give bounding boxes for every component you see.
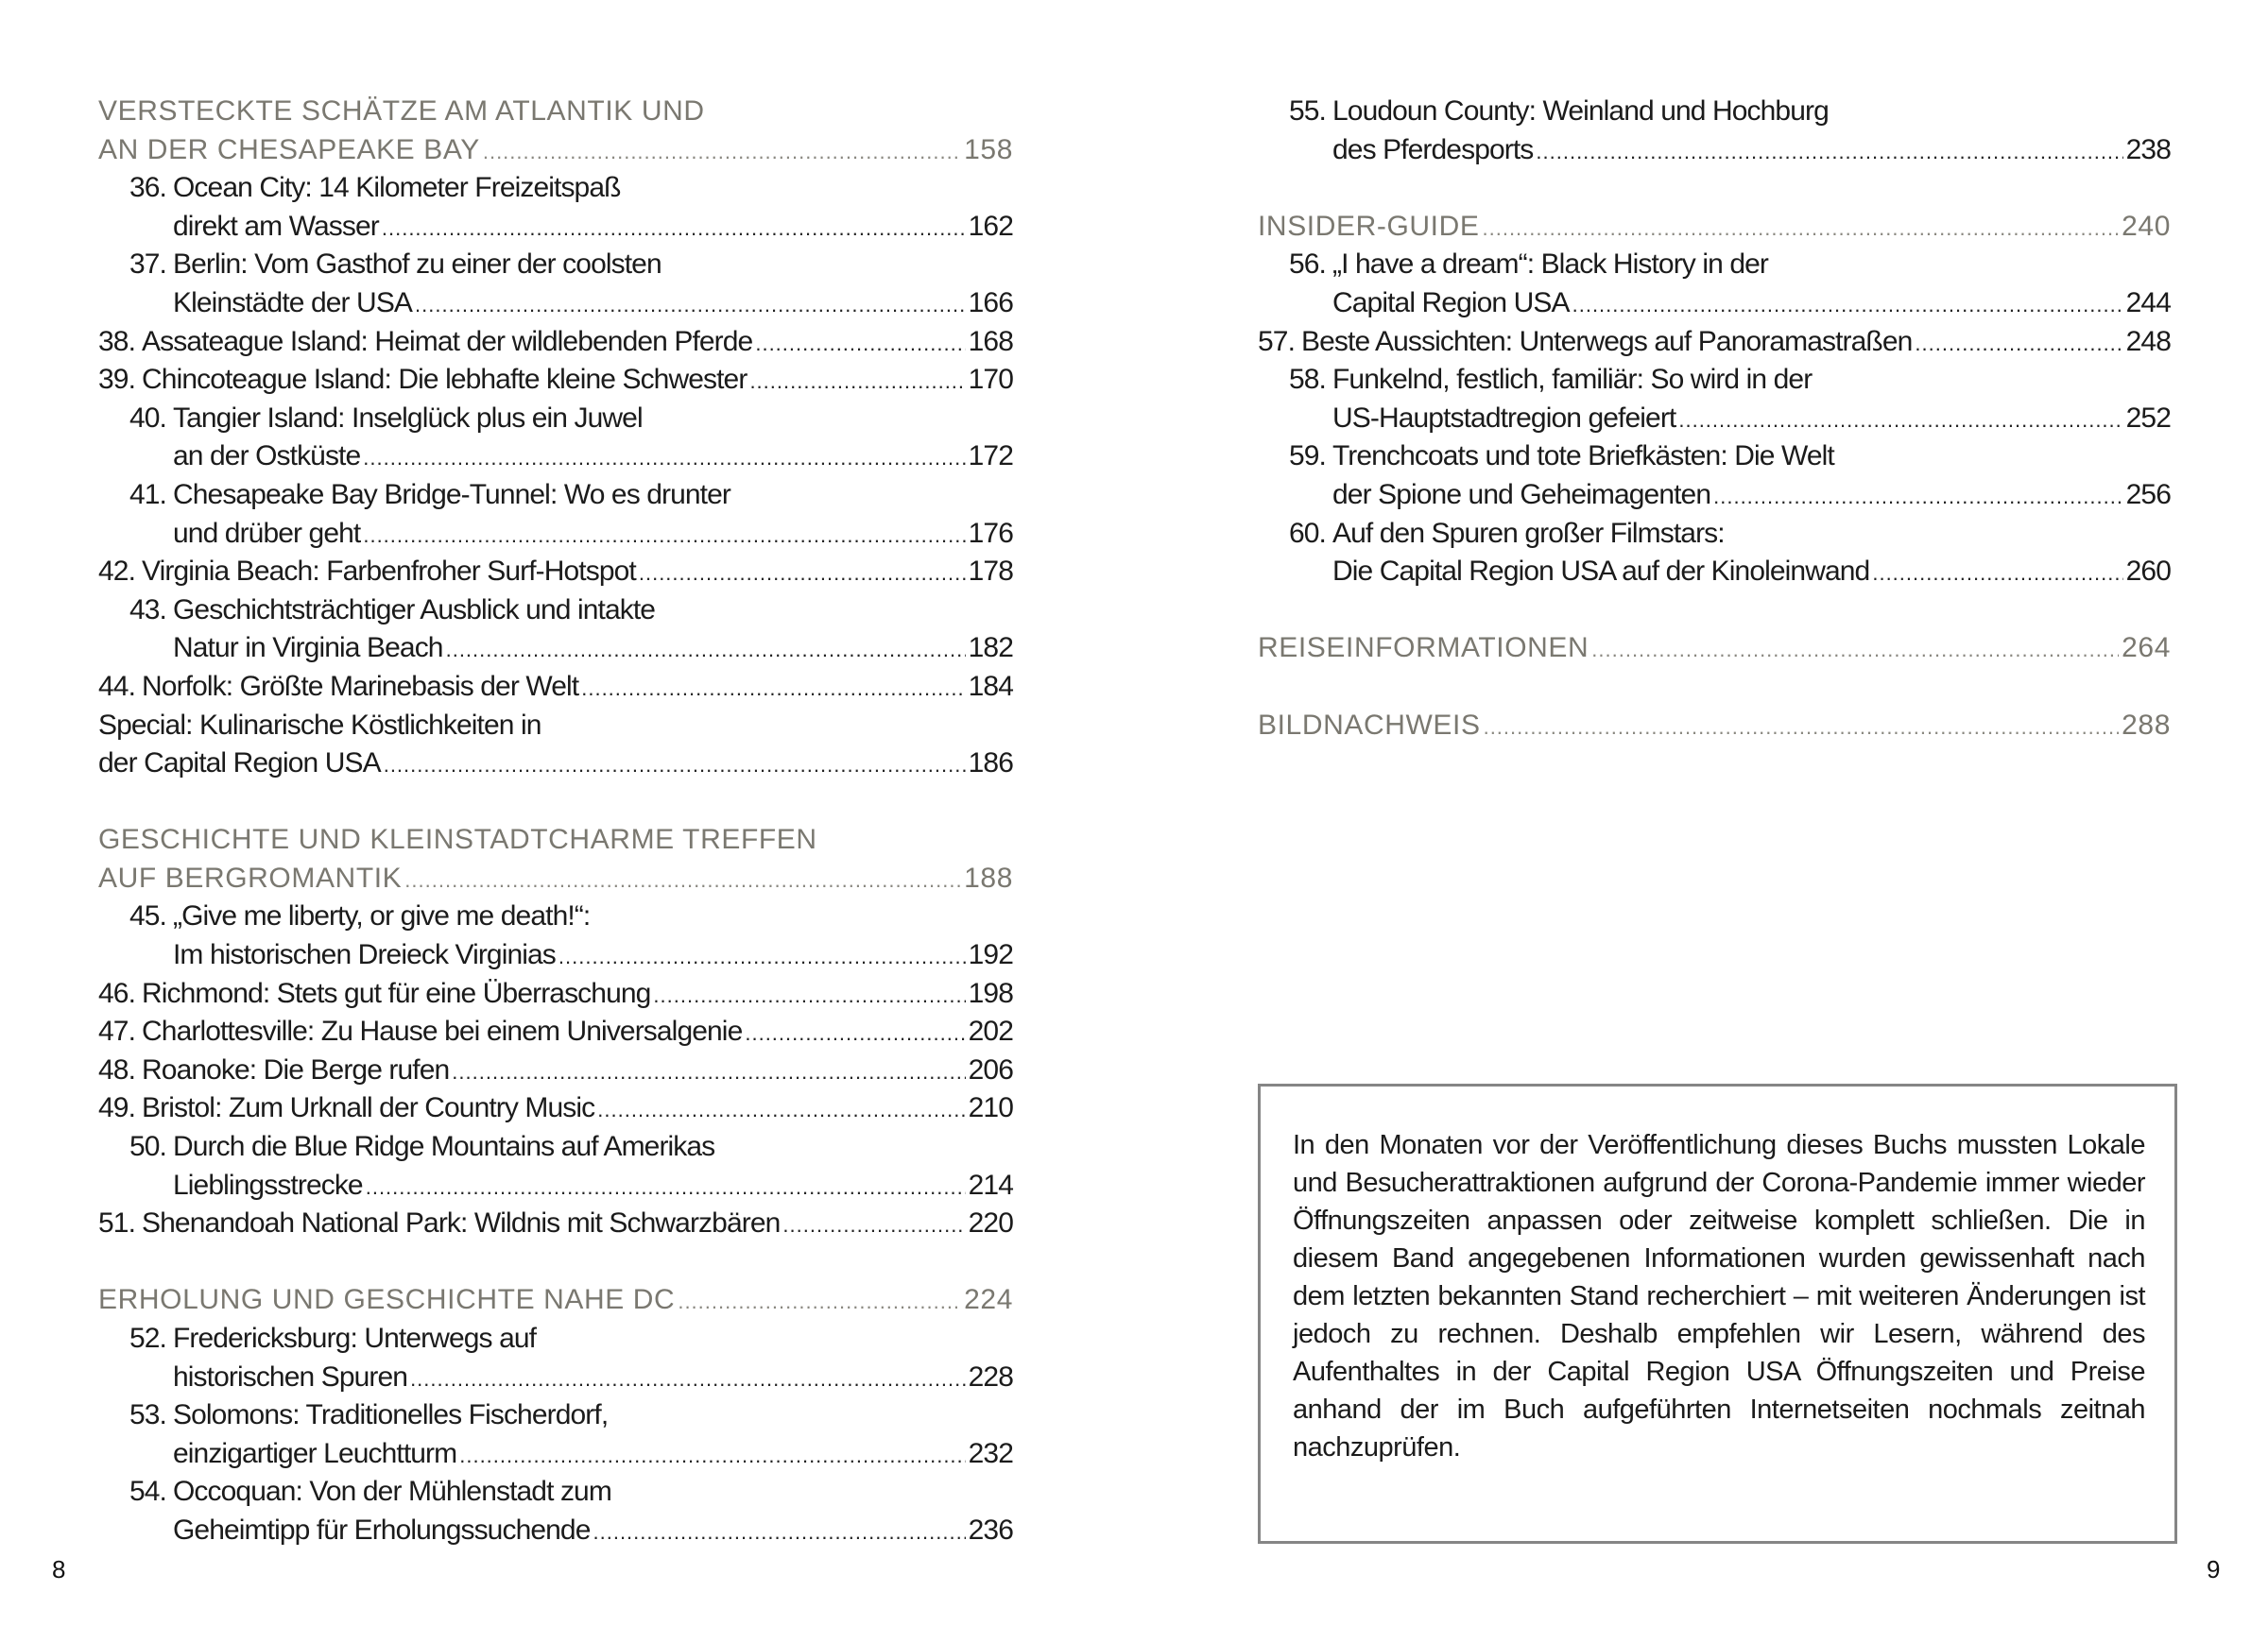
entry-title: „Give me liberty, or give me death!“: — [173, 900, 591, 933]
toc-entry[interactable] — [98, 1167, 1013, 1206]
dot-leader — [745, 1015, 965, 1053]
toc-entry[interactable] — [98, 1396, 1013, 1435]
toc-entry[interactable] — [98, 169, 1013, 208]
page-ref: 178 — [968, 556, 1013, 588]
toc-entry[interactable] — [1258, 437, 2171, 476]
dot-leader — [1915, 325, 2122, 364]
page-ref: 182 — [968, 632, 1013, 664]
dot-leader — [639, 555, 966, 593]
section-heading-text: AN DER CHESAPEAKE BAY — [98, 133, 480, 165]
dot-leader — [410, 1361, 966, 1399]
toc-entry[interactable] — [1258, 93, 2171, 131]
dot-leader — [749, 363, 965, 402]
dot-leader — [1484, 709, 2120, 747]
entry-title: Loudoun County: Weinland und Hochburg — [1332, 95, 1829, 127]
toc-entry[interactable] — [98, 1473, 1013, 1512]
page-ref: 176 — [968, 517, 1013, 549]
entry-number: 48. — [98, 1053, 136, 1086]
entry-number: 45. — [129, 900, 166, 933]
dot-leader — [1536, 133, 2122, 172]
toc-entry[interactable] — [1258, 323, 2171, 362]
dot-leader — [558, 938, 966, 977]
entry-title: Richmond: Stets gut für eine Überraschung — [142, 977, 651, 1009]
page-ref: 238 — [2125, 133, 2171, 165]
page-ref: 244 — [2125, 286, 2171, 318]
entry-number: 40. — [129, 402, 166, 434]
toc-entry[interactable] — [98, 975, 1013, 1014]
dot-leader — [363, 439, 965, 478]
entry-title: der Spione und Geheimagenten — [1332, 478, 1711, 510]
dot-leader — [366, 1169, 966, 1207]
toc-entry[interactable] — [98, 1512, 1013, 1550]
dot-leader — [678, 1283, 961, 1322]
entry-title: Auf den Spuren großer Filmstars: — [1332, 517, 1725, 549]
toc-entry[interactable] — [98, 323, 1013, 362]
entry-number: 60. — [1288, 517, 1326, 549]
toc-entry[interactable] — [98, 284, 1013, 323]
toc-entry[interactable] — [98, 1013, 1013, 1052]
entry-number: 47. — [98, 1016, 136, 1048]
page-ref: 224 — [964, 1284, 1013, 1316]
section-heading[interactable] — [98, 93, 1013, 131]
page-number-right: 9 — [2207, 1555, 2221, 1583]
page-ref: 202 — [968, 1016, 1013, 1048]
entry-title: direkt am Wasser — [173, 210, 379, 242]
page-ref: 168 — [968, 325, 1013, 357]
entry-title: Berlin: Vom Gasthof zu einer der coolsten — [173, 248, 662, 281]
toc-entry[interactable] — [98, 437, 1013, 476]
dot-leader — [581, 670, 965, 709]
toc-entry[interactable] — [98, 745, 1013, 783]
page-ref: 186 — [968, 747, 1013, 779]
notice-box — [1258, 1084, 2177, 1544]
toc-entry[interactable] — [98, 1359, 1013, 1397]
toc-entry[interactable] — [98, 898, 1013, 936]
entry-title: „I have a dream“: Black History in der — [1332, 248, 1768, 281]
section-heading[interactable] — [1258, 707, 2171, 745]
entry-title: Special: Kulinarische Köstlichkeiten in — [98, 709, 541, 741]
entry-title: Assateague Island: Heimat der wildlebenden Pferde — [142, 325, 753, 357]
entry-number: 58. — [1288, 364, 1326, 396]
entry-number: 46. — [98, 977, 136, 1009]
dot-leader — [593, 1514, 966, 1552]
toc-entry[interactable] — [98, 1089, 1013, 1128]
entry-number: 50. — [129, 1131, 166, 1163]
dot-leader — [1872, 555, 2122, 593]
page-ref: 236 — [968, 1514, 1013, 1546]
dot-leader — [452, 1053, 965, 1092]
entry-number: 37. — [129, 248, 166, 281]
section-heading-text: GESCHICHTE UND KLEINSTADTCHARME TREFFEN — [98, 824, 817, 856]
entry-number: 53. — [129, 1399, 166, 1431]
page-ref: 220 — [968, 1207, 1013, 1240]
section-heading[interactable] — [98, 821, 1013, 860]
section-heading-text: REISEINFORMATIONEN — [1258, 632, 1589, 664]
dot-leader — [384, 746, 966, 785]
page-ref: 214 — [968, 1169, 1013, 1201]
entry-title: an der Ostküste — [173, 440, 361, 472]
toc-entry[interactable] — [1258, 400, 2171, 438]
entry-title: Norfolk: Größte Marinebasis der Welt — [142, 670, 579, 702]
entry-title: und drüber geht — [173, 517, 361, 549]
entry-title: Die Capital Region USA auf der Kinoleinwand — [1332, 556, 1870, 588]
entry-number: 51. — [98, 1207, 136, 1240]
entry-number: 57. — [1258, 325, 1296, 357]
toc-entry[interactable] — [1258, 553, 2171, 591]
toc-entry[interactable] — [1258, 284, 2171, 323]
dot-leader — [459, 1437, 965, 1476]
page-ref: 260 — [2125, 556, 2171, 588]
dot-leader — [483, 133, 961, 172]
dot-leader — [1483, 210, 2120, 248]
page-ref: 252 — [2125, 402, 2171, 434]
entry-number: 52. — [129, 1323, 166, 1354]
page-ref: 184 — [968, 670, 1013, 702]
section-heading[interactable] — [98, 1281, 1013, 1320]
page-ref: 162 — [968, 210, 1013, 242]
toc-entry[interactable] — [1258, 361, 2171, 400]
page-number-left: 8 — [52, 1555, 66, 1583]
entry-title: Capital Region USA — [1332, 286, 1570, 318]
page-ref: 206 — [968, 1053, 1013, 1086]
entry-title: Solomons: Traditionelles Fischerdorf, — [173, 1399, 609, 1431]
toc-entry[interactable] — [1258, 515, 2171, 554]
entry-title: Tangier Island: Inselglück plus ein Juwel — [173, 402, 643, 434]
toc-entry[interactable] — [98, 629, 1013, 668]
entry-title: US-Hauptstadtregion gefeiert — [1332, 402, 1676, 434]
section-heading-text: VERSTECKTE SCHÄTZE AM ATLANTIK UND — [98, 95, 705, 127]
page-ref: 228 — [968, 1361, 1013, 1393]
entry-title: Chincoteague Island: Die lebhafte kleine Schwester — [142, 364, 747, 396]
toc-right-column — [1258, 93, 2171, 745]
notice-text: In den Monaten vor der Veröffentlichung dieses Buchs mussten Lokale und Besucherattraktionen aufgrund der Corona-Pandemie immer wieder Öffnungszeiten anpassen oder zeitweise komplett schließen. Die in diesem Band angegebenen Informationen wurden gewissenhaft nach dem letzten bekannten Stand recherchiert – mit weiteren Änderungen ist jedoch zu rechnen. Deshalb empfehlen wir Lesern, während des Aufenthaltes in der Capital Region USA Öffnungszeiten und Preise anhand der im Buch aufgeführten Internetseiten nochmals zeitnah nachzuprüfen. — [1293, 1130, 2145, 1463]
section-heading[interactable] — [1258, 629, 2171, 668]
page-ref: 248 — [2125, 325, 2171, 357]
page-ref: 232 — [968, 1437, 1013, 1469]
toc-entry[interactable] — [98, 1205, 1013, 1243]
toc-entry[interactable] — [98, 707, 1013, 745]
toc-entry[interactable] — [98, 400, 1013, 438]
entry-title: Funkelnd, festlich, familiär: So wird in der — [1332, 364, 1813, 396]
page-ref: 158 — [964, 133, 1013, 165]
entry-number: 36. — [129, 172, 166, 204]
toc-entry[interactable] — [98, 361, 1013, 400]
entry-number: 59. — [1288, 440, 1326, 472]
entry-title: Bristol: Zum Urknall der Country Music — [142, 1092, 595, 1124]
page-ref: 210 — [968, 1092, 1013, 1124]
toc-entry[interactable] — [98, 1052, 1013, 1090]
page-ref: 240 — [2122, 210, 2171, 242]
entry-number: 56. — [1288, 248, 1326, 281]
entry-title: Charlottesville: Zu Hause bei einem Universalgenie — [142, 1016, 743, 1048]
entry-title: Im historischen Dreieck Virginias — [173, 939, 556, 971]
entry-title: der Capital Region USA — [98, 747, 381, 779]
entry-number: 44. — [98, 670, 136, 702]
section-heading-text: INSIDER-GUIDE — [1258, 210, 1480, 242]
toc-entry[interactable] — [1258, 476, 2171, 515]
entry-title: Chesapeake Bay Bridge-Tunnel: Wo es drunter — [173, 478, 730, 510]
entry-number: 54. — [129, 1476, 166, 1508]
toc-entry[interactable] — [98, 668, 1013, 707]
dot-leader — [755, 325, 965, 364]
page-ref: 264 — [2122, 632, 2171, 664]
dot-leader — [404, 862, 961, 900]
entry-number: 55. — [1288, 95, 1326, 127]
entry-title: Kleinstädte der USA — [173, 286, 413, 318]
dot-leader — [782, 1207, 965, 1245]
entry-title: Virginia Beach: Farbenfroher Surf-Hotspot — [142, 556, 636, 588]
toc-entry[interactable] — [98, 515, 1013, 554]
dot-leader — [363, 517, 965, 556]
section-heading[interactable] — [98, 860, 1013, 899]
entry-number: 49. — [98, 1092, 136, 1124]
toc-entry[interactable] — [98, 208, 1013, 247]
entry-title: Natur in Virginia Beach — [173, 632, 443, 664]
dot-leader — [1572, 286, 2123, 325]
dot-leader — [415, 286, 966, 325]
page-ref: 192 — [968, 939, 1013, 971]
entry-title: Durch die Blue Ridge Mountains auf Amerikas — [173, 1131, 715, 1163]
entry-title: Fredericksburg: Unterwegs auf — [173, 1323, 537, 1354]
dot-leader — [1678, 402, 2122, 440]
entry-number: 41. — [129, 478, 166, 510]
toc-entry[interactable] — [98, 1435, 1013, 1474]
dot-leader — [1591, 631, 2119, 670]
dot-leader — [1713, 478, 2123, 517]
entry-title: Roanoke: Die Berge rufen — [142, 1053, 450, 1086]
toc-entry[interactable] — [98, 246, 1013, 284]
section-heading-text: AUF BERGROMANTIK — [98, 862, 403, 894]
page-ref: 288 — [2122, 709, 2171, 741]
entry-title: einzigartiger Leuchtturm — [173, 1437, 457, 1469]
entry-title: historischen Spuren — [173, 1361, 408, 1393]
dot-leader — [597, 1091, 965, 1130]
dot-leader — [446, 631, 966, 670]
toc-entry[interactable] — [98, 936, 1013, 975]
entry-title: Trenchcoats und tote Briefkästen: Die Welt — [1332, 440, 1834, 472]
toc-entry[interactable] — [1258, 246, 2171, 284]
toc-entry[interactable] — [98, 1320, 1013, 1359]
section-heading[interactable] — [98, 131, 1013, 170]
section-heading-text: BILDNACHWEIS — [1258, 709, 1481, 741]
toc-entry[interactable] — [1258, 131, 2171, 170]
entry-title: Geschichtsträchtiger Ausblick und intakte — [173, 593, 656, 625]
page-ref: 256 — [2125, 478, 2171, 510]
entry-title: Geheimtipp für Erholungssuchende — [173, 1514, 591, 1546]
entry-title: Occoquan: Von der Mühlenstadt zum — [173, 1476, 611, 1508]
page-ref: 198 — [968, 977, 1013, 1009]
section-heading[interactable] — [1258, 208, 2171, 247]
page-ref: 172 — [968, 440, 1013, 472]
section-heading-text: ERHOLUNG UND GESCHICHTE NAHE DC — [98, 1284, 676, 1316]
entry-number: 38. — [98, 325, 136, 357]
entry-title: Lieblingsstrecke — [173, 1169, 363, 1201]
toc-entry[interactable] — [98, 476, 1013, 515]
toc-entry[interactable] — [98, 553, 1013, 591]
entry-title: Ocean City: 14 Kilometer Freizeitspaß — [173, 172, 621, 204]
dot-leader — [653, 977, 965, 1016]
entry-title: Shenandoah National Park: Wildnis mit Schwarzbären — [142, 1207, 781, 1240]
entry-number: 43. — [129, 593, 166, 625]
dot-leader — [382, 210, 966, 248]
toc-entry[interactable] — [98, 591, 1013, 630]
entry-title: Beste Aussichten: Unterwegs auf Panoramastraßen — [1301, 325, 1913, 357]
page-ref: 188 — [964, 862, 1013, 894]
page-ref: 166 — [968, 286, 1013, 318]
entry-number: 39. — [98, 364, 136, 396]
entry-title: des Pferdesports — [1332, 133, 1534, 165]
toc-left-column — [98, 93, 1013, 1550]
toc-entry[interactable] — [98, 1128, 1013, 1167]
page-ref: 170 — [968, 364, 1013, 396]
entry-number: 42. — [98, 556, 136, 588]
